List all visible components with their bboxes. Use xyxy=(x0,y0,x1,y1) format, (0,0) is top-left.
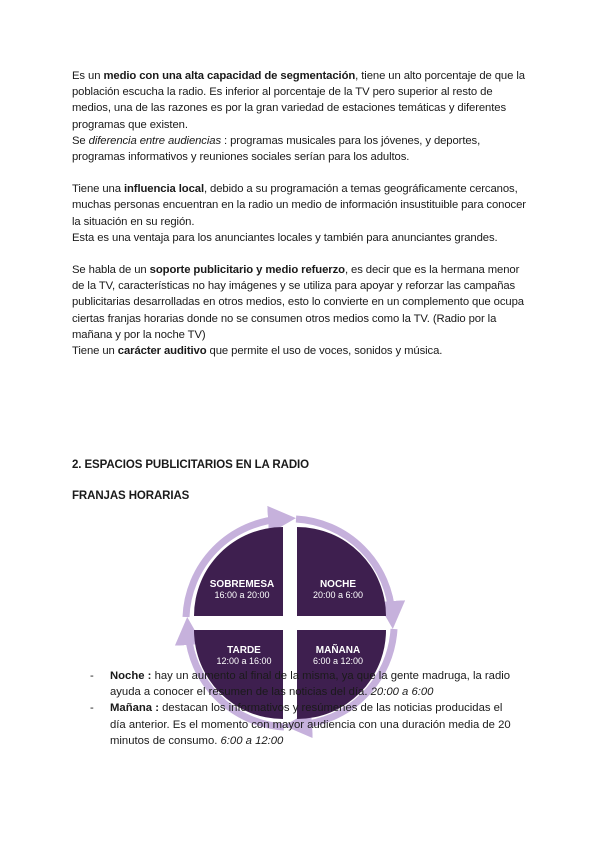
paragraph-anunciantes: Esta es una ventaja para los anunciantes locales y también para anunciantes grandes. xyxy=(72,231,498,244)
bold-term: influencia local xyxy=(123,183,204,196)
paragraph-audiencias xyxy=(72,133,532,165)
bold-term: soporte publicitario y medio refuerzo xyxy=(149,264,345,277)
italic-term: diferencia entre audiencias xyxy=(88,134,221,147)
bullet-list xyxy=(90,668,520,749)
text-run: Se xyxy=(72,134,89,147)
quadrant-time: 12:00 a 16:00 xyxy=(216,656,272,666)
quadrant-title: TARDE xyxy=(227,645,261,656)
quadrant-title: MAÑANA xyxy=(315,645,361,656)
list-item xyxy=(90,700,520,749)
bullet-text: destacan los informativos y resúmenes de las noticias producidas el día anterior. Es el momento con mayor audiencia con una duración media de 20 minutos de consumo. xyxy=(110,702,511,747)
text-run: , tiene un alto porcentaje de que la población escucha la radio. Es inferior al porcentaje de la TV pero superior al resto de medios, una de las razones es por la gran variedad de estaciones temáticas y diferentes programas que existen. xyxy=(72,70,525,131)
document-page xyxy=(72,68,532,747)
bullet-label: Noche : xyxy=(110,670,152,682)
section-heading: 2. ESPACIOS PUBLICITARIOS EN LA RADIO xyxy=(72,459,309,471)
text-run: : programas musicales para los jóvenes, y deportes, programas informativos y reuniones sociales serían para los adultos. xyxy=(72,134,481,164)
quadrant-sobremesa xyxy=(194,527,283,616)
text-run: Se habla de un xyxy=(72,264,150,277)
quadrant-time: 20:00 a 6:00 xyxy=(312,590,364,600)
list-item xyxy=(90,668,520,700)
paragraph-auditivo xyxy=(72,343,532,359)
bullet-text: hay un aumento al final de la misma, ya que la gente madruga, la radio ayuda a conocer el resumen de las noticias del día. xyxy=(110,670,511,699)
text-run: Es un xyxy=(72,70,104,82)
list-dash: - xyxy=(90,670,94,682)
bullet-time: 6:00 a 12:00 xyxy=(220,734,284,747)
bullet-label: Mañana : xyxy=(110,702,159,715)
paragraph-soporte xyxy=(72,262,532,343)
bold-term: medio con una alta capacidad de segmentación xyxy=(103,70,356,82)
list-dash: - xyxy=(90,702,94,715)
subheading: FRANJAS HORARIAS xyxy=(72,490,190,502)
bold-term: carácter auditivo xyxy=(117,345,207,358)
quadrant-title: SOBREMESA xyxy=(209,579,275,590)
quadrant-time: 6:00 a 12:00 xyxy=(312,656,364,666)
quadrant-time: 16:00 a 20:00 xyxy=(214,590,270,600)
text-run: que permite el uso de voces, sonidos y música. xyxy=(206,345,443,358)
quadrant-noche xyxy=(297,527,386,616)
bullet-time: 20:00 a 6:00 xyxy=(370,686,434,699)
text-run: Tiene un xyxy=(72,345,118,358)
quadrant-title: NOCHE xyxy=(319,579,357,590)
paragraph-segmentacion xyxy=(72,68,532,133)
paragraph-influencia-local xyxy=(72,181,532,230)
text-run: , es decir que es la hermana menor de la TV, características no hay imágenes y se utiliza para apoyar y reforzar las campañas publicitarias desarrolladas en otros medios, esto lo convierte en un complemento que ocupa ciertas franjas horarias donde no se consumen otros medios como la TV. (Radio por la mañana y por la noche TV) xyxy=(72,264,524,341)
text-run: , debido a su programación a temas geográficamente cercanos, muchas personas encuentran en la radio un medio de información insustituible para conocer la situación en su región. xyxy=(72,183,526,228)
text-run: Tiene una xyxy=(72,183,124,196)
